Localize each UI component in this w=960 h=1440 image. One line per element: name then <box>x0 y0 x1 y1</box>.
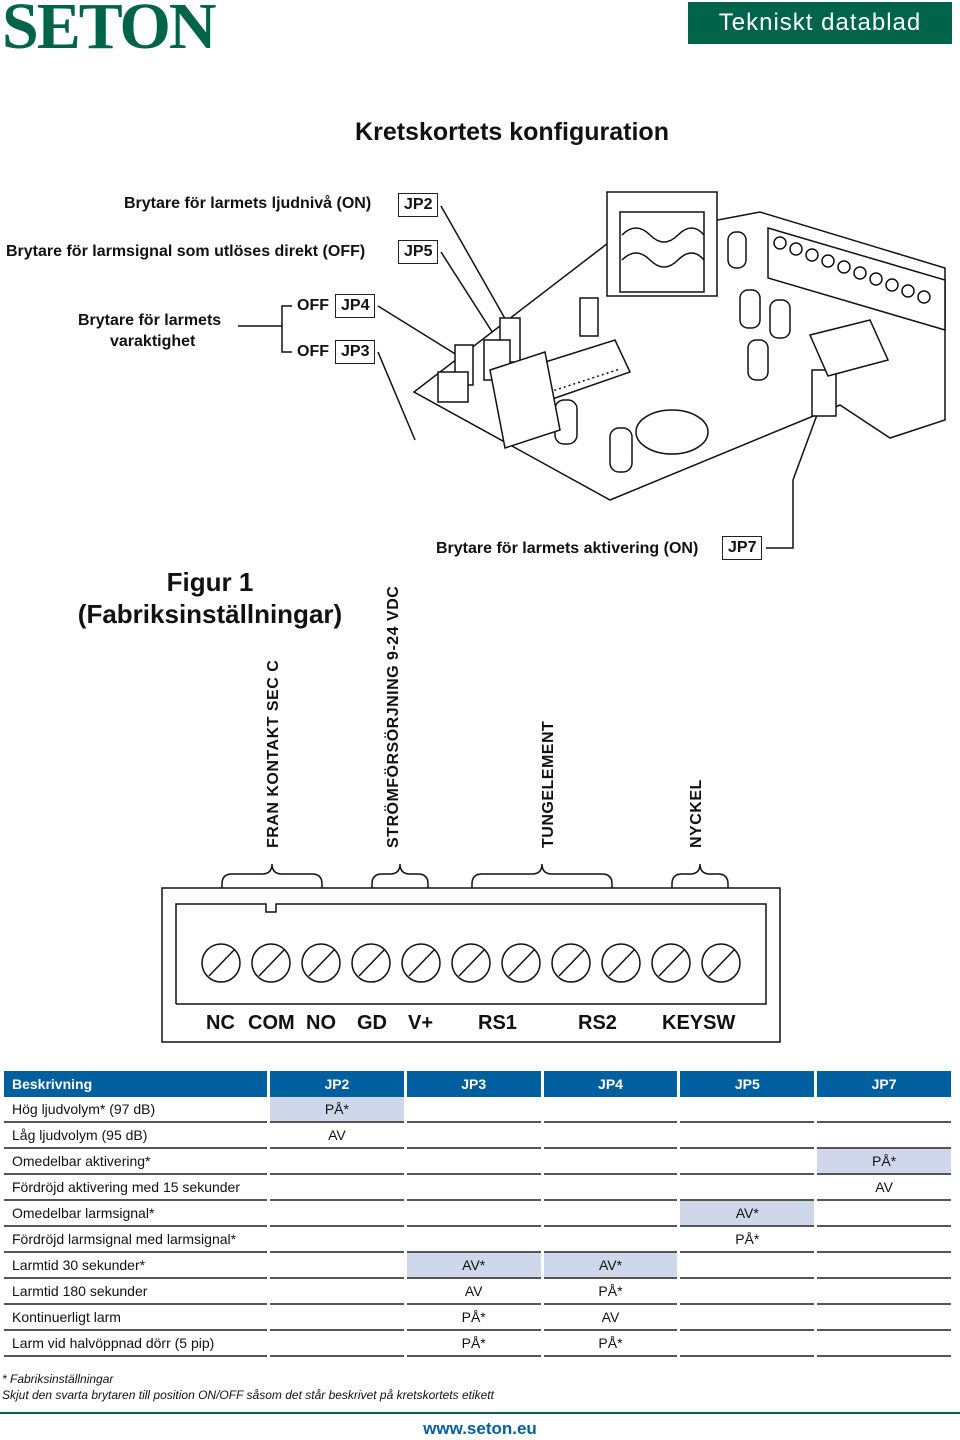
table-cell <box>405 1174 542 1200</box>
datasheet-badge: Tekniskt datablad <box>688 2 952 44</box>
table-cell: Fördröjd aktivering med 15 sekunder <box>4 1174 269 1200</box>
table-row <box>4 1330 953 1356</box>
group-label-key: NYCKEL <box>688 779 705 848</box>
table-cell <box>679 1148 816 1174</box>
terminal-rs2: RS2 <box>578 1012 617 1034</box>
table-cell: Larmtid 180 sekunder <box>4 1278 269 1304</box>
table-cell <box>679 1304 816 1330</box>
table-row <box>4 1200 953 1226</box>
footer-rule <box>0 1412 960 1414</box>
table-cell <box>405 1097 542 1122</box>
table-cell: PÅ* <box>542 1330 679 1356</box>
table-cell: Kontinuerligt larm <box>4 1304 269 1330</box>
table-cell <box>679 1174 816 1200</box>
header-jp3: JP3 <box>405 1071 542 1097</box>
table-cell <box>816 1278 953 1304</box>
table-cell: Omedelbar larmsignal* <box>4 1200 269 1226</box>
table-cell: PÅ* <box>679 1226 816 1252</box>
header-description: Beskrivning <box>4 1071 269 1097</box>
table-cell: AV <box>542 1304 679 1330</box>
jp4-leader <box>378 306 465 360</box>
group-label-contact: FRAN KONTAKT SEC C <box>265 659 282 848</box>
jp4-label: JP4 <box>335 294 375 318</box>
table-cell: AV <box>816 1174 953 1200</box>
table-cell <box>816 1200 953 1226</box>
table-cell: AV <box>405 1278 542 1304</box>
table-cell <box>542 1122 679 1148</box>
table-row <box>4 1226 953 1252</box>
table-cell <box>405 1226 542 1252</box>
table-cell: PÅ* <box>816 1148 953 1174</box>
jp7-label: JP7 <box>722 536 762 560</box>
duration-bracket <box>238 306 292 326</box>
table-cell: Larmtid 30 sekunder* <box>4 1252 269 1278</box>
header-jp4: JP4 <box>542 1071 679 1097</box>
table-cell <box>405 1148 542 1174</box>
table-cell: AV* <box>679 1200 816 1226</box>
table-cell <box>816 1226 953 1252</box>
table-cell: AV <box>269 1122 406 1148</box>
table-cell <box>542 1148 679 1174</box>
config-table <box>4 1071 954 1357</box>
table-cell: AV* <box>405 1252 542 1278</box>
table-cell <box>405 1122 542 1148</box>
table-row <box>4 1304 953 1330</box>
table-cell <box>542 1174 679 1200</box>
capacitor <box>728 232 746 268</box>
table-cell <box>816 1252 953 1278</box>
table-row <box>4 1174 953 1200</box>
table-cell <box>269 1304 406 1330</box>
table-cell <box>542 1097 679 1122</box>
table-cell <box>269 1148 406 1174</box>
table-cell <box>679 1097 816 1122</box>
jp7-block <box>812 370 836 416</box>
footnote-instruction: Skjut den svarta brytaren till position ON/OFF såsom det står beskrivet på kretskortets etikett <box>2 1388 494 1402</box>
table-cell: AV* <box>542 1252 679 1278</box>
table-cell <box>542 1200 679 1226</box>
terminal-no: NO <box>306 1012 336 1034</box>
page-title: Kretskortets konfiguration <box>355 118 669 146</box>
terminal-nc: NC <box>206 1012 235 1034</box>
table-header-row <box>4 1071 953 1097</box>
table-row <box>4 1148 953 1174</box>
table-cell: Larm vid halvöppnad dörr (5 pip) <box>4 1330 269 1356</box>
jp3-label: JP3 <box>335 340 375 364</box>
table-cell <box>679 1330 816 1356</box>
table-cell <box>269 1174 406 1200</box>
terminal-rs1: RS1 <box>478 1012 517 1034</box>
table-cell: Hög ljudvolym* (97 dB) <box>4 1097 269 1122</box>
jp3-state: OFF <box>297 343 329 360</box>
table-cell <box>269 1226 406 1252</box>
table-cell <box>816 1122 953 1148</box>
group-label-tongue: TUNGELEMENT <box>540 720 557 848</box>
duration-description-line1: Brytare för larmets <box>78 312 222 329</box>
figure-caption-line2: (Fabriksinställningar) <box>77 599 343 629</box>
table-row <box>4 1122 953 1148</box>
table-cell <box>679 1122 816 1148</box>
table-cell <box>269 1200 406 1226</box>
buzzer <box>636 410 708 454</box>
table-cell <box>679 1252 816 1278</box>
table-cell <box>269 1278 406 1304</box>
figure-caption-line1: Figur 1 <box>166 567 254 597</box>
table-cell: Omedelbar aktivering* <box>4 1148 269 1174</box>
figure-caption <box>40 566 380 630</box>
jp5-description: Brytare för larmsignal som utlöses direkt (OFF) <box>6 243 366 260</box>
duration-description-line2: varaktighet <box>110 333 196 350</box>
table-row <box>4 1278 953 1304</box>
terminal-com: COM <box>248 1012 295 1034</box>
header-jp7: JP7 <box>816 1071 953 1097</box>
table-row <box>4 1097 953 1122</box>
jp3-block <box>438 372 468 402</box>
table-cell <box>816 1304 953 1330</box>
table-cell: PÅ* <box>542 1278 679 1304</box>
jp5-label: JP5 <box>398 240 438 264</box>
table-cell: Fördröjd larmsignal med larmsignal* <box>4 1226 269 1252</box>
table-cell: PÅ* <box>269 1097 406 1122</box>
terminal-screws <box>202 944 740 982</box>
website-link[interactable]: www.seton.eu <box>423 1419 537 1438</box>
jp4-state: OFF <box>297 297 329 314</box>
table-row <box>4 1252 953 1278</box>
terminal-vplus: V+ <box>408 1012 434 1034</box>
table-cell: Låg ljudvolym (95 dB) <box>4 1122 269 1148</box>
terminal-gd: GD <box>357 1012 387 1034</box>
table-cell <box>542 1226 679 1252</box>
header-jp2: JP2 <box>269 1071 406 1097</box>
jp2-description: Brytare för larmets ljudnivå (ON) <box>124 195 372 212</box>
seton-logo: SETON <box>2 0 215 63</box>
table-cell: PÅ* <box>405 1304 542 1330</box>
table-cell <box>269 1252 406 1278</box>
header-jp5: JP5 <box>679 1071 816 1097</box>
table-cell <box>269 1330 406 1356</box>
table-cell <box>816 1097 953 1122</box>
group-label-power: STRÖMFÖRSÖRJNING 9-24 VDC <box>385 585 402 848</box>
table-cell: PÅ* <box>405 1330 542 1356</box>
table-cell <box>679 1278 816 1304</box>
jp3-leader <box>378 352 415 440</box>
table-cell <box>816 1330 953 1356</box>
footnote-factory: * Fabriksinställningar <box>2 1372 114 1386</box>
terminal-keysw: KEYSW <box>662 1012 736 1034</box>
jp7-description: Brytare för larmets aktivering (ON) <box>436 540 699 557</box>
table-cell <box>405 1200 542 1226</box>
jp2-label: JP2 <box>398 193 438 217</box>
